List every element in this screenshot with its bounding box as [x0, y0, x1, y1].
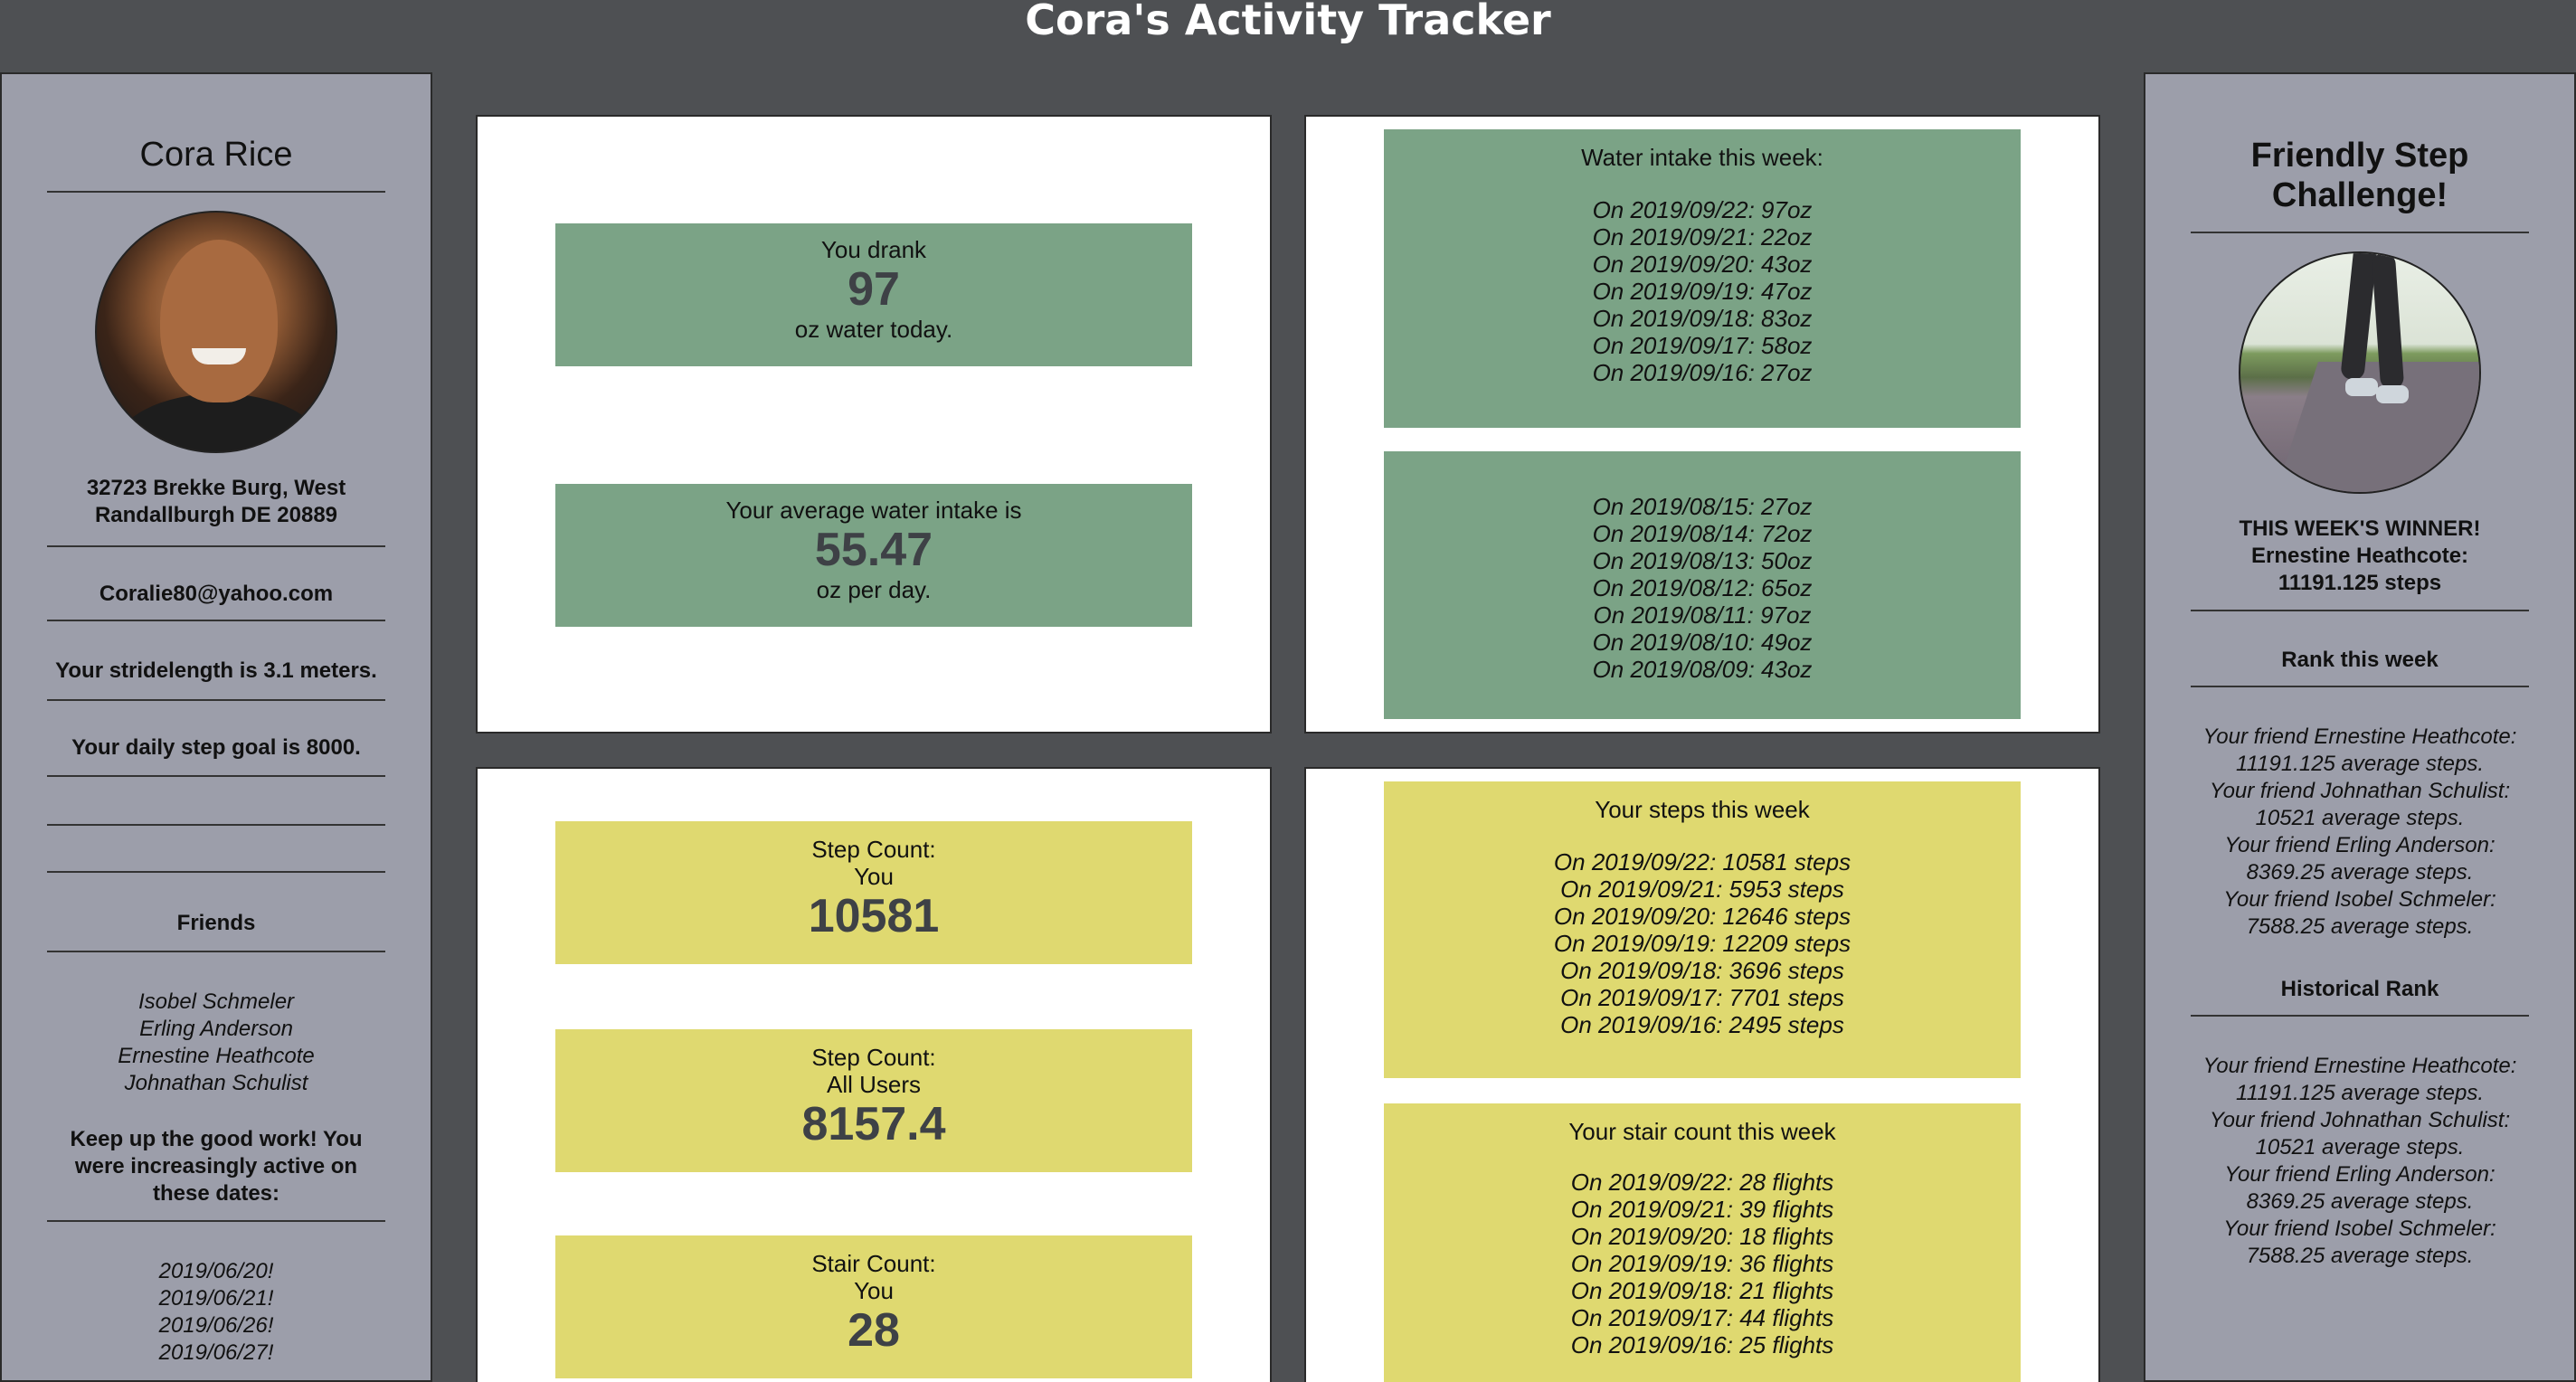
step-summary-card — [476, 767, 1272, 1382]
list-item: On 2019/08/13: 50oz — [1592, 547, 1813, 574]
list-item: Your friend Ernestine Heathcote: 11191.125 average steps. — [2202, 724, 2517, 776]
avatar-face — [160, 240, 278, 402]
water-today-label: You drank — [820, 236, 927, 263]
step-count-you-label: Step Count: — [811, 836, 936, 863]
user-stride: Your stridelength is 3.1 meters. — [47, 621, 385, 701]
rank-week-heading: Rank this week — [2191, 611, 2529, 687]
water-past-box — [1384, 451, 2021, 719]
rank-week-list — [2191, 687, 2529, 977]
water-week-box — [1384, 129, 2021, 428]
list-item: On 2019/09/20: 43oz — [1592, 251, 1813, 278]
steps-week-list — [1384, 848, 2021, 1038]
list-item: On 2019/09/19: 12209 steps — [1553, 930, 1852, 957]
list-item: On 2019/09/21: 22oz — [1592, 223, 1813, 251]
page-title: Cora's Activity Tracker — [1025, 0, 1551, 44]
water-average-label: Your average water intake is — [725, 497, 1022, 524]
step-count-you-box — [555, 821, 1192, 964]
list-item: On 2019/09/18: 83oz — [1592, 305, 1813, 332]
list-item: 2019/06/27! — [158, 1340, 274, 1365]
water-average-value: 55.47 — [814, 524, 933, 576]
stair-count-you-value: 28 — [848, 1304, 900, 1357]
list-item: 2019/06/26! — [158, 1313, 274, 1338]
runner-shoe — [2345, 378, 2378, 396]
list-item: 2019/06/21! — [158, 1286, 274, 1311]
rank-historical-list — [2191, 1017, 2529, 1306]
water-week-title: Water intake this week: — [1581, 144, 1823, 171]
runner-shoe — [2376, 385, 2409, 403]
list-item: 2019/06/20! — [158, 1259, 274, 1283]
stair-count-you-box — [555, 1235, 1192, 1378]
list-item: On 2019/09/22: 97oz — [1592, 196, 1813, 223]
list-item: On 2019/09/17: 7701 steps — [1560, 984, 1844, 1011]
water-today-box — [555, 223, 1192, 366]
list-item: On 2019/09/17: 44 flights — [1570, 1304, 1834, 1331]
water-week-list — [1384, 196, 2021, 386]
stair-count-you-label: Stair Count: — [811, 1250, 936, 1277]
list-item: On 2019/09/21: 39 flights — [1570, 1196, 1834, 1223]
water-today-value: 97 — [848, 263, 900, 316]
list-item: Your friend Erling Anderson: 8369.25 average steps. — [2224, 1162, 2496, 1214]
list-item: Erling Anderson — [139, 1017, 293, 1041]
water-average-box — [555, 484, 1192, 627]
list-item: Your friend Isobel Schmeler: 7588.25 average steps. — [2223, 1216, 2496, 1268]
list-item: On 2019/09/20: 12646 steps — [1553, 903, 1852, 930]
list-item: Your friend Johnathan Schulist: 10521 average steps. — [2209, 779, 2511, 830]
avatar — [95, 211, 337, 453]
list-item: On 2019/08/15: 27oz — [1592, 493, 1813, 520]
step-count-you-sublabel: You — [854, 863, 894, 890]
list-item: On 2019/09/17: 58oz — [1592, 332, 1813, 359]
list-item: Isobel Schmeler — [137, 989, 295, 1014]
step-history-card — [1304, 767, 2100, 1382]
step-count-all-value: 8157.4 — [801, 1098, 946, 1150]
friends-list — [47, 952, 385, 1097]
list-item: On 2019/08/14: 72oz — [1592, 520, 1813, 547]
list-item: Your friend Isobel Schmeler: 7588.25 average steps. — [2223, 887, 2496, 939]
winner-name: Ernestine Heathcote: — [2250, 544, 2469, 568]
weekly-winner — [2191, 516, 2529, 611]
list-item: Ernestine Heathcote — [118, 1044, 315, 1068]
water-today-unit: oz water today. — [794, 316, 953, 343]
user-email: Coralie80@yahoo.com — [47, 547, 385, 621]
steps-week-box — [1384, 781, 2021, 1078]
list-item: Your friend Ernestine Heathcote: 11191.125 average steps. — [2202, 1054, 2517, 1105]
water-history-card — [1304, 115, 2100, 734]
winner-steps: 11191.125 steps — [2278, 571, 2442, 595]
user-name: Cora Rice — [47, 74, 385, 193]
stairs-week-box — [1384, 1103, 2021, 1382]
user-address: 32723 Brekke Burg, West Randallburgh DE 20889 — [47, 475, 385, 547]
challenge-title: Friendly Step Challenge! — [2191, 74, 2529, 233]
active-dates-list — [47, 1222, 385, 1367]
user-step-goal: Your daily step goal is 8000. — [47, 701, 385, 777]
app-header — [0, 0, 2576, 72]
step-count-all-box — [555, 1029, 1192, 1172]
list-item: On 2019/08/09: 43oz — [1592, 656, 1813, 683]
list-item: On 2019/09/20: 18 flights — [1570, 1223, 1834, 1250]
runner-image — [2239, 251, 2481, 494]
list-item: On 2019/08/12: 65oz — [1592, 574, 1813, 601]
list-item: Johnathan Schulist — [124, 1071, 308, 1095]
stairs-week-list — [1384, 1169, 2021, 1358]
list-item: On 2019/09/16: 25 flights — [1570, 1331, 1834, 1358]
list-item: On 2019/08/10: 49oz — [1592, 629, 1813, 656]
list-item: On 2019/09/22: 10581 steps — [1553, 848, 1852, 876]
step-count-all-label: Step Count: — [811, 1044, 936, 1071]
list-item: On 2019/09/16: 2495 steps — [1560, 1011, 1844, 1038]
friends-heading: Friends — [47, 873, 385, 952]
water-summary-card — [476, 115, 1272, 734]
list-item: On 2019/09/19: 47oz — [1592, 278, 1813, 305]
avatar-smile — [192, 348, 246, 364]
list-item: Your friend Johnathan Schulist: 10521 average steps. — [2209, 1108, 2511, 1160]
list-item: On 2019/09/16: 27oz — [1592, 359, 1813, 386]
profile-sidebar — [0, 72, 432, 1382]
list-item: On 2019/09/18: 3696 steps — [1560, 957, 1844, 984]
empty-divider — [47, 777, 385, 826]
stair-count-you-sublabel: You — [854, 1277, 894, 1304]
winner-label: THIS WEEK'S WINNER! — [2239, 516, 2481, 541]
water-past-list — [1384, 493, 2021, 683]
active-dates-heading: Keep up the good work! You were increasingly active on these dates: — [47, 1097, 385, 1222]
rank-historical-heading: Historical Rank — [2191, 977, 2529, 1017]
list-item: Your friend Erling Anderson: 8369.25 average steps. — [2224, 833, 2496, 885]
steps-week-title: Your steps this week — [1595, 796, 1810, 823]
list-item: On 2019/08/11: 97oz — [1593, 601, 1812, 629]
challenge-sidebar — [2144, 72, 2576, 1382]
list-item: On 2019/09/18: 21 flights — [1570, 1277, 1834, 1304]
water-average-unit: oz per day. — [816, 576, 932, 603]
list-item: On 2019/09/21: 5953 steps — [1560, 876, 1844, 903]
empty-divider — [47, 826, 385, 873]
list-item: On 2019/09/19: 36 flights — [1570, 1250, 1834, 1277]
step-count-all-sublabel: All Users — [826, 1071, 921, 1098]
stairs-week-title: Your stair count this week — [1568, 1118, 1836, 1145]
list-item: On 2019/09/22: 28 flights — [1570, 1169, 1834, 1196]
step-count-you-value: 10581 — [808, 890, 940, 942]
